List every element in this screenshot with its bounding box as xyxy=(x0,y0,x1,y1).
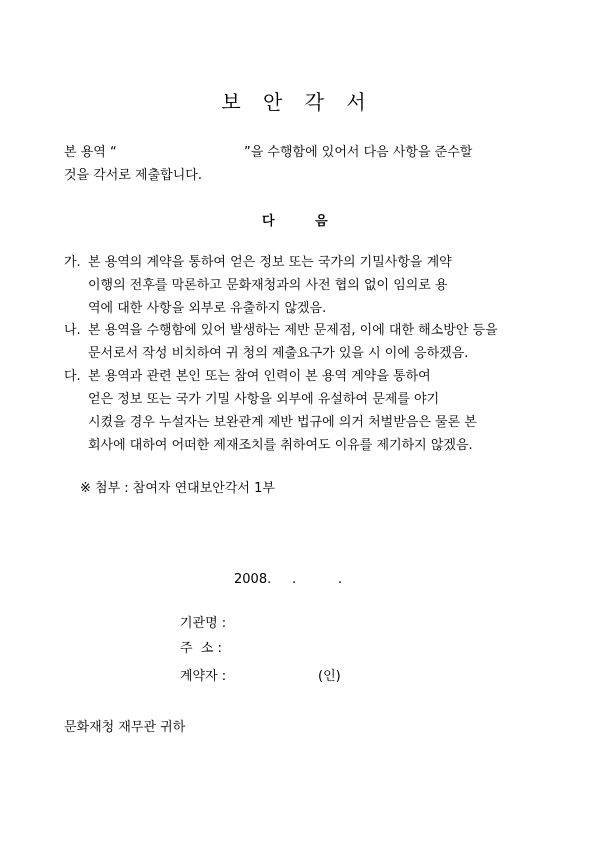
org-name-label: 기관명 : xyxy=(180,616,227,631)
item-line: 문서로서 작성 비치하여 귀 청의 제출요구가 있을 시 이에 응하겠음. xyxy=(88,346,469,361)
item-line: 회사에 대하여 어떠한 제재조치를 취하여도 이유를 제기하지 않겠음. xyxy=(88,438,473,453)
item-line: 이행의 전후를 막론하고 문화재청과의 사전 협의 없이 임의로 용 xyxy=(88,278,448,293)
intro-line-1 xyxy=(64,145,117,161)
heading-left: 다 xyxy=(262,214,275,229)
section-heading xyxy=(262,210,328,229)
address-label: 주 소 : xyxy=(180,641,222,656)
item-line: 얻은 정보 또는 국가 기밀 사항을 외부에 유설하여 문제를 야기 xyxy=(88,392,440,407)
item-line: 본 용역을 수행함에 있어 발생하는 제반 문제점, 이에 대한 해소방안 등을 xyxy=(88,323,498,338)
intro-line-2: 것을 각서로 제출합니다. xyxy=(64,168,202,183)
recipient: 문화재청 재무관 귀하 xyxy=(64,720,186,735)
intro-suffix: ”을 수행함에 있어서 다음 사항을 준수할 xyxy=(244,145,473,160)
intro-line-1-suffix xyxy=(244,145,472,161)
item-line: 본 용역과 관련 본인 또는 참여 인력이 본 용역 계약을 통하여 xyxy=(88,369,431,384)
item-label: 가. xyxy=(64,255,81,270)
intro-prefix: 본 용역 “ xyxy=(64,145,117,160)
heading-right: 음 xyxy=(315,214,328,229)
document-title: 보 안 각 서 xyxy=(221,90,374,114)
seal-mark: (인) xyxy=(318,669,341,684)
attachment-note: ※ 첨부 : 참여자 연대보안각서 1부 xyxy=(80,481,275,496)
item-line: 역에 대한 사항을 외부로 유출하지 않겠음. xyxy=(88,301,327,316)
item-line: 시켰을 경우 누설자는 보완관계 제반 법규에 의거 처벌받음은 물론 본 xyxy=(88,415,477,430)
date-year: 2008. xyxy=(234,572,272,587)
date-sep-month: . xyxy=(292,572,297,587)
item-label: 나. xyxy=(64,323,81,338)
date-sep-day: . xyxy=(338,572,343,587)
contractor-label: 계약자 : xyxy=(180,669,227,684)
item-line: 본 용역의 계약을 통하여 얻은 정보 또는 국가의 기밀사항을 계약 xyxy=(88,255,452,270)
item-label: 다. xyxy=(64,369,81,384)
